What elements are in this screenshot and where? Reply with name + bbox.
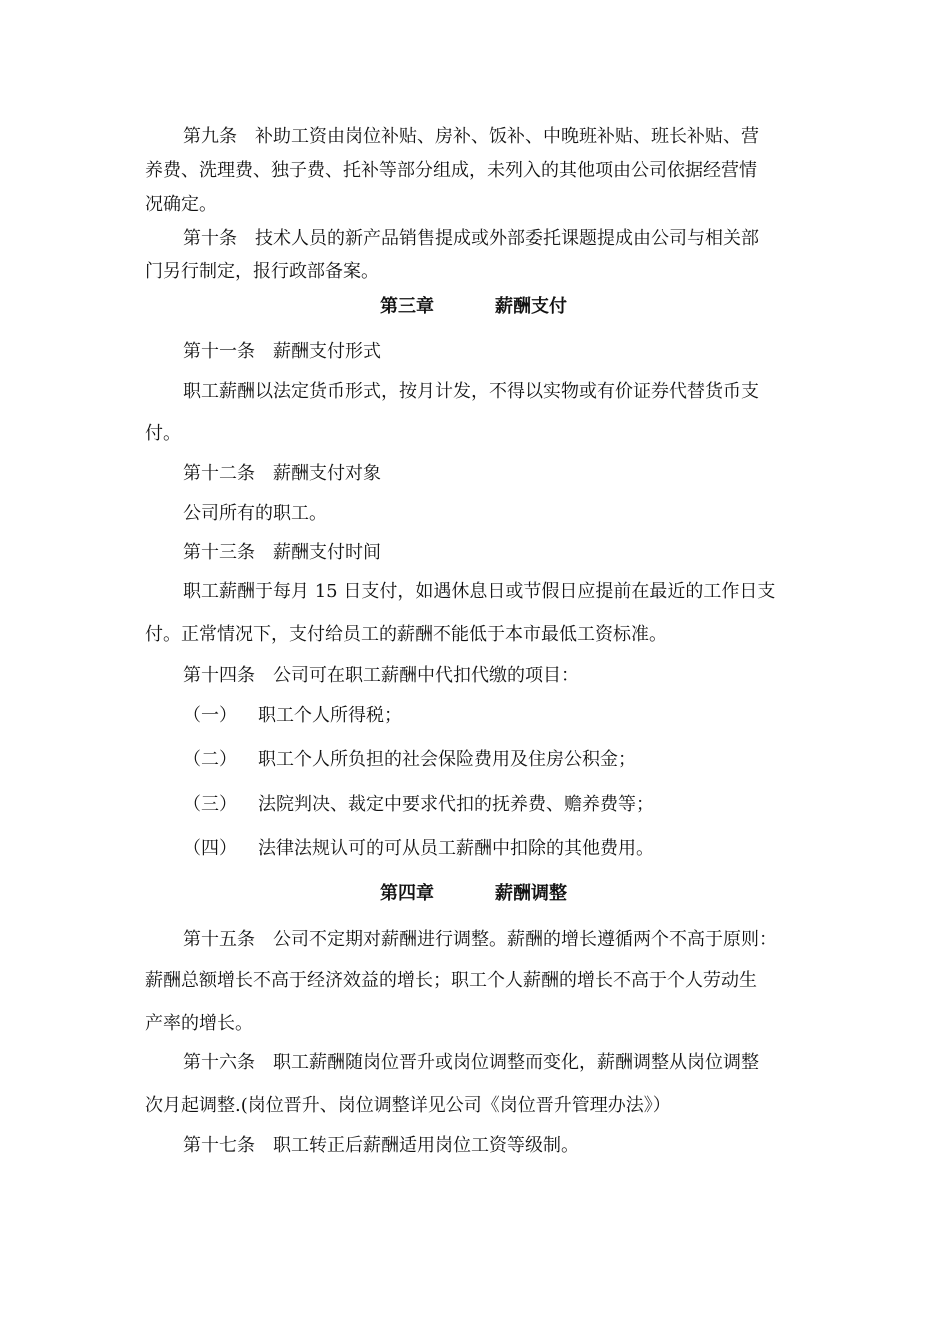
list-item-number: （三） (183, 794, 237, 815)
article-11-line-2: 付。 (145, 423, 181, 444)
list-item-text: 法院判决、裁定中要求代扣的抚养费、赡养费等； (258, 794, 654, 815)
article-9-line-3: 况确定。 (145, 194, 217, 215)
article-16-line-2: 次月起调整.(岗位晋升、岗位调整详见公司《岗位晋升管理办法》） (145, 1095, 671, 1116)
article-11-heading: 第十一条 薪酬支付形式 (183, 341, 381, 362)
list-item-number: （一） (183, 705, 237, 726)
article-17-line-1: 第十七条 职工转正后薪酬适用岗位工资等级制。 (183, 1135, 579, 1156)
article-10-line-1: 第十条 技术人员的新产品销售提成或外部委托课题提成由公司与相关部 (183, 228, 759, 249)
chapter-3-title: 薪酬支付 (495, 296, 567, 317)
article-14-heading: 第十四条 公司可在职工薪酬中代扣代缴的项目： (183, 665, 579, 686)
article-13-line-2: 付。正常情况下，支付给员工的薪酬不能低于本市最低工资标准。 (145, 624, 667, 645)
list-item-text: 职工个人所负担的社会保险费用及住房公积金； (258, 749, 636, 770)
article-9-line-2: 养费、洗理费、独子费、托补等部分组成，未列入的其他项由公司依据经营情 (145, 160, 757, 181)
article-15-line-1: 第十五条 公司不定期对薪酬进行调整。薪酬的增长遵循两个不高于原则： (183, 929, 777, 950)
list-item-text: 法律法规认可的可从员工薪酬中扣除的其他费用。 (258, 838, 654, 859)
article-12-heading: 第十二条 薪酬支付对象 (183, 463, 381, 484)
chapter-4-title: 薪酬调整 (495, 883, 567, 904)
article-10-line-2: 门另行制定，报行政部备案。 (145, 261, 379, 282)
article-9-line-1: 第九条 补助工资由岗位补贴、房补、饭补、中晚班补贴、班长补贴、营 (183, 126, 759, 147)
article-13-line-1: 职工薪酬于每月 15 日支付，如遇休息日或节假日应提前在最近的工作日支 (183, 581, 776, 602)
chapter-4-number: 第四章 (380, 883, 434, 904)
article-11-line-1: 职工薪酬以法定货币形式，按月计发，不得以实物或有价证券代替货币支 (183, 381, 759, 402)
article-15-line-3: 产率的增长。 (145, 1013, 253, 1034)
article-16-line-1: 第十六条 职工薪酬随岗位晋升或岗位调整而变化，薪酬调整从岗位调整 (183, 1052, 759, 1073)
article-12-line-1: 公司所有的职工。 (183, 503, 327, 524)
chapter-3-number: 第三章 (380, 296, 434, 317)
list-item-text: 职工个人所得税； (258, 705, 402, 726)
list-item-number: （四） (183, 838, 237, 859)
list-item-number: （二） (183, 749, 237, 770)
article-15-line-2: 薪酬总额增长不高于经济效益的增长；职工个人薪酬的增长不高于个人劳动生 (145, 970, 757, 991)
article-13-heading: 第十三条 薪酬支付时间 (183, 542, 381, 563)
